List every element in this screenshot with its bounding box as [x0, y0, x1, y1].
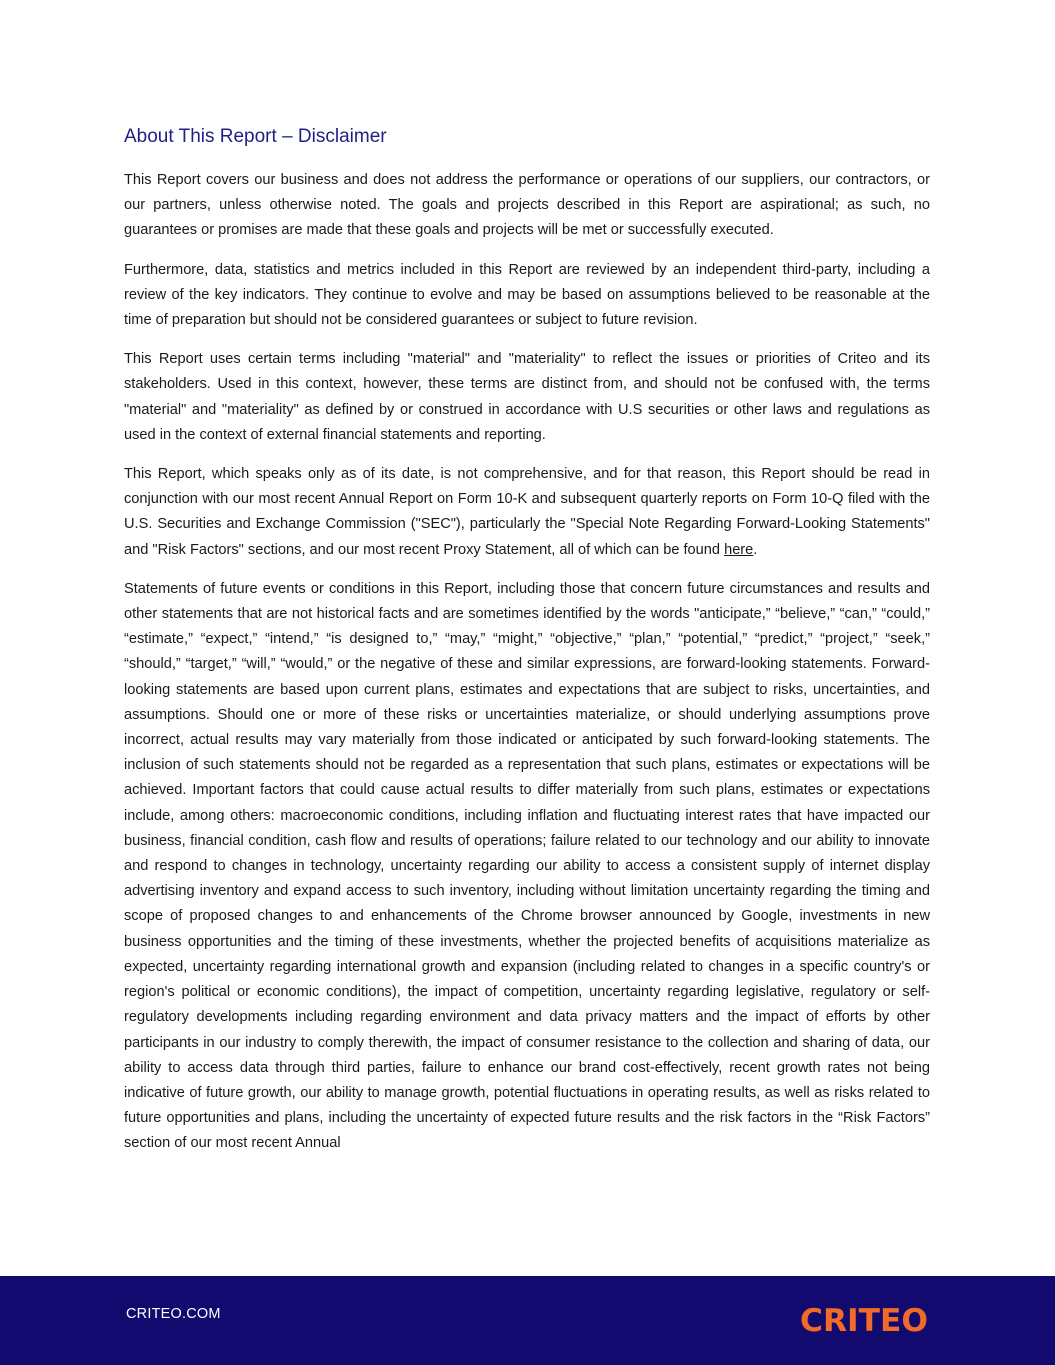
paragraph-scope: This Report covers our business and does not address the performance or operations of our suppliers, our contractors, or our partners, unless otherwise noted. The goals and projects described in this Report are aspirational; as such, no guarantees or promises are made that these goals and projects will be met or successfully executed.	[124, 172, 930, 239]
footer-website-link[interactable]: CRITEO.COM	[126, 1306, 221, 1322]
here-link[interactable]: here	[724, 541, 754, 558]
criteo-logo-text: CRITEO	[800, 1303, 928, 1335]
paragraph-materiality: This Report uses certain terms including "material" and "materiality" to reflect the issues or priorities of Criteo and its stakeholders. Used in this context, however, these terms are distinct from, and should not be confused with, the terms "material" and "materiality" as defined by or construed in accordance with U.S securities or other laws and regulations as used in the context of external financial statements and reporting.	[124, 351, 930, 443]
paragraph-forward-looking: Statements of future events or conditions in this Report, including those that concern future circumstances and results and other statements that are not historical facts and are sometimes identified by the words "anticipate,” “believe,” “can,” “could,” “estimate,” “expect,” “intend,” “is designed to,” “may,” “might,” “objective,” “plan,” “potential,” “predict,” “project,” “seek,” “should,” “target,” “will,” “would,” or the negative of these and similar expressions, are forward-looking statements. Forward-looking statements are based upon current plans, estimates and expectations that are subject to risks, uncertainties, and assumptions. Should one or more of these risks or uncertainties materialize, or should underlying assumptions prove incorrect, actual results may vary materially from those indicated or anticipated by such forward-looking statements. The inclusion of such statements should not be regarded as a representation that such plans, estimates or expectations will be achieved. Important factors that could cause actual results to differ materially from such plans, estimates or expectations include, among others: macroeconomic conditions, including inflation and fluctuating interest rates that have impacted our business, financial condition, cash flow and results of operations; failure related to our technology and our ability to innovate and respond to changes in technology, uncertainty regarding our ability to access a consistent supply of internet display advertising inventory and expand access to such inventory, including without limitation uncertainty regarding the timing and scope of proposed changes to and enhancements of the Chrome browser announced by Google, investments in new business opportunities and the timing of these investments, whether the projected benefits of acquisitions materialize as expected, uncertainty regarding international growth and expansion (including related to changes in a specific country's or region's political or economic conditions), the impact of competition, uncertainty regarding legislative, regulatory or self-regulatory developments including regarding environment and data privacy matters and the impact of efforts by other participants in our industry to comply therewith, the impact of consumer resistance to the collection and sharing of data, our ability to access data through third parties, failure to enhance our brand cost-effectively, recent growth rates not being indicative of future growth, our ability to manage growth, potential fluctuations in operating results, as well as risks related to future opportunities and plans, including the uncertainty of expected future results and the risk factors in the “Risk Factors” section of our most recent Annual	[124, 580, 930, 1152]
paragraph-comprehensiveness	[124, 462, 930, 563]
paragraph-comprehensiveness-text: This Report, which speaks only as of its date, is not comprehensive, and for that reason, this Report should be read in conjunction with our most recent Annual Report on Form 10-K and subsequent quarterly reports on Form 10-Q filed with the U.S. Securities and Exchange Commission ("SEC"), particularly the "Special Note Regarding Forward-Looking Statements" and "Risk Factors" sections, and our most recent Proxy Statement, all of which can be found	[124, 466, 930, 558]
footer-bar	[0, 1276, 1055, 1365]
paragraph-comprehensiveness-end: .	[753, 541, 758, 558]
document-body	[124, 124, 930, 1171]
page-title: About This Report – Disclaimer	[124, 126, 387, 147]
criteo-logo	[800, 1303, 930, 1335]
paragraph-data-review: Furthermore, data, statistics and metrics included in this Report are reviewed by an independent third-party, including a review of the key indicators. They continue to evolve and may be based on assumptions believed to be reasonable at the time of preparation but should not be considered guarantees or subject to future revision.	[124, 261, 930, 329]
